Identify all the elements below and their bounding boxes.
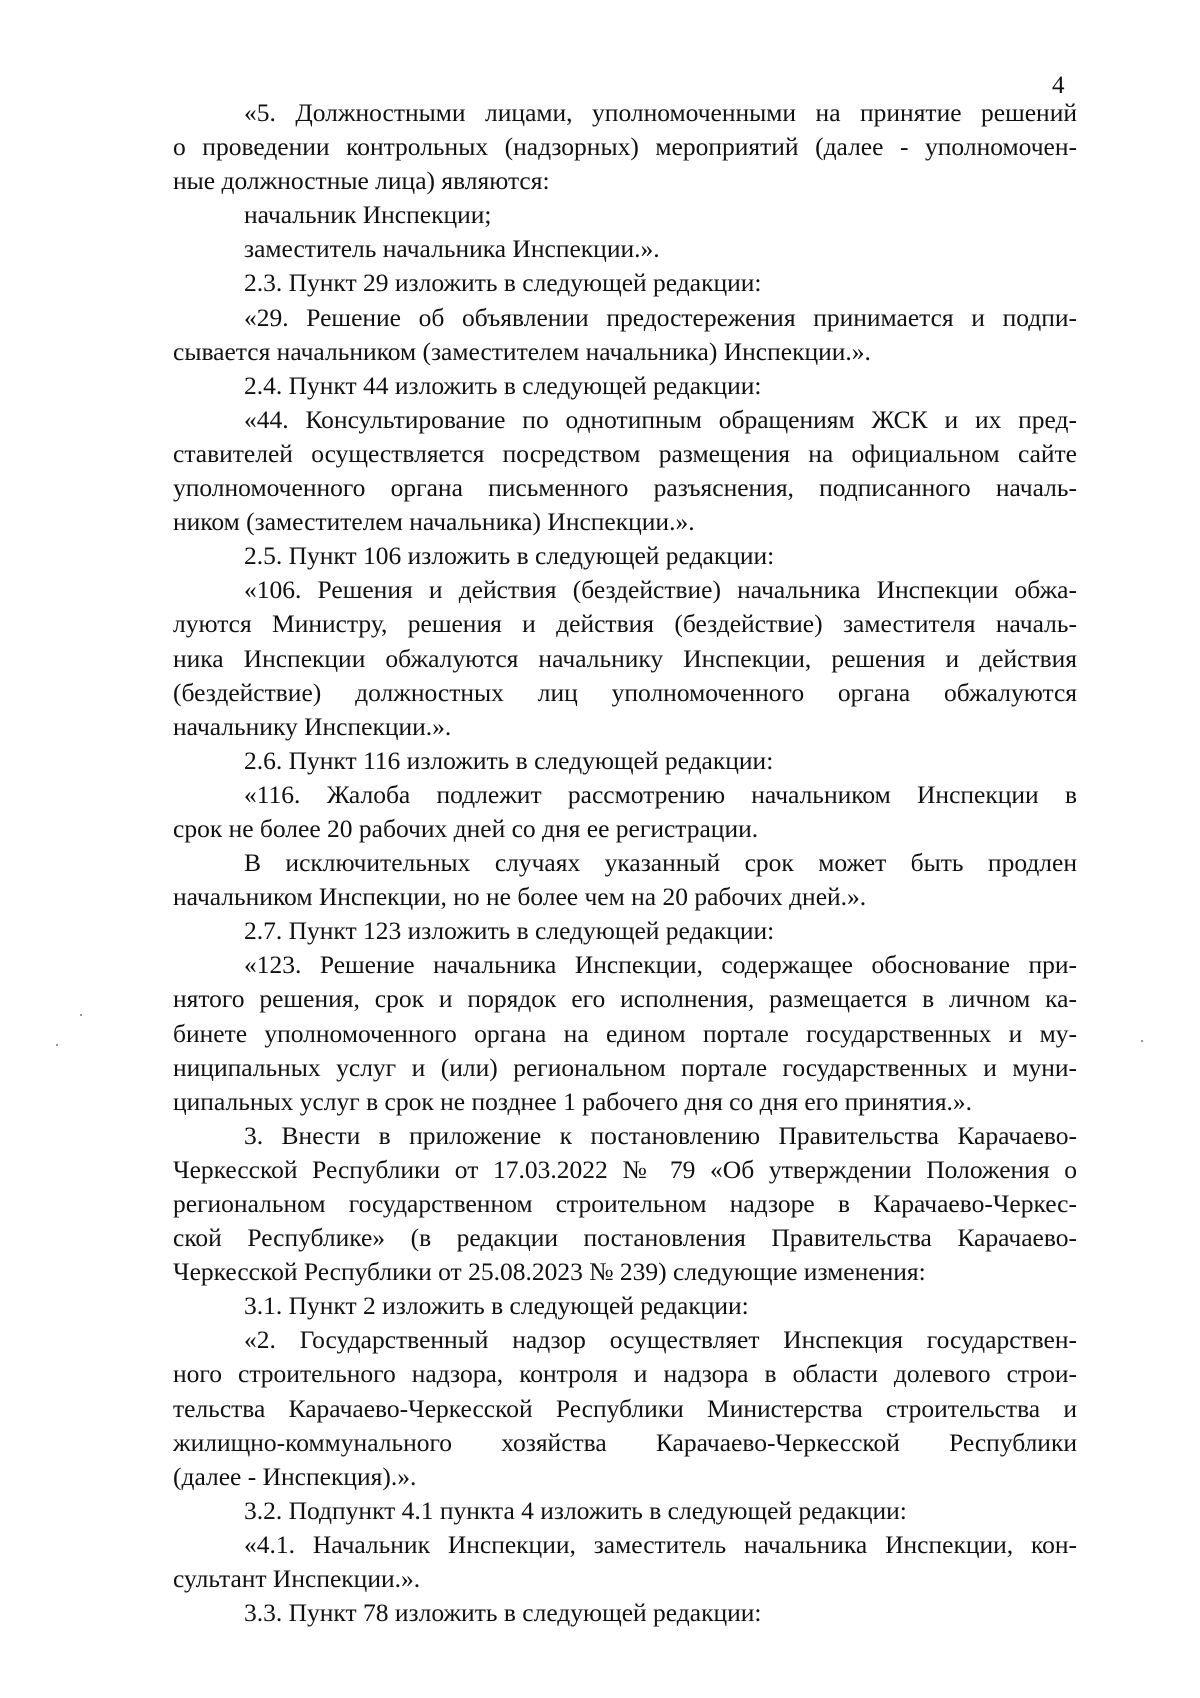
text-line: 2.7. Пункт 123 изложить в следующей редакции:: [244, 916, 775, 946]
text-line: ного строительного надзора, контроля и надзора в области долевого строи-: [173, 1359, 1077, 1389]
text-line: ской Республике» (в редакции постановления Правительства Карачаево-: [173, 1223, 1077, 1253]
text-line: жилищно-коммунального хозяйства Карачаево-Черкесской Республики: [173, 1427, 1077, 1457]
text-line: 3.3. Пункт 78 изложить в следующей редакции:: [244, 1598, 762, 1628]
text-line: Черкесской Республики от 17.03.2022 № 79 «Об утверждении Положения о: [173, 1154, 1077, 1184]
text-line: бинете уполномоченного органа на едином портале государственных и му-: [173, 1018, 1077, 1048]
text-line: начальником Инспекции, но не более чем на 20 рабочих дней.».: [173, 882, 867, 912]
text-line: 3.1. Пункт 2 изложить в следующей редакции:: [244, 1291, 749, 1321]
text-line: Черкесской Республики от 25.08.2023 № 239) следующие изменения:: [173, 1257, 926, 1287]
text-line: (бездействие) должностных лиц уполномоченного органа обжалуются: [173, 677, 1077, 707]
text-line: сывается начальником (заместителем начальника) Инспекции.».: [173, 336, 871, 366]
text-line: 2.4. Пункт 44 изложить в следующей редакции:: [244, 370, 762, 400]
text-line: 3.2. Подпункт 4.1 пункта 4 изложить в следующей редакции:: [244, 1495, 907, 1525]
text-line: «2. Государственный надзор осуществляет Инспекция государствен-: [244, 1325, 1077, 1355]
text-line: «29. Решение об объявлении предостережения принимается и подпи-: [244, 302, 1077, 332]
document-body: [173, 96, 1077, 1630]
text-line: ника Инспекции обжалуются начальнику Инспекции, решения и действия: [173, 643, 1077, 673]
text-line: «116. Жалоба подлежит рассмотрению начальником Инспекции в: [244, 779, 1077, 809]
text-line: срок не более 20 рабочих дней со дня ее регистрации.: [173, 813, 759, 843]
text-line: нятого решения, срок и порядок его исполнения, размещается в личном ка-: [173, 984, 1077, 1014]
text-line: тельства Карачаево-Черкесской Республики Министерства строительства и: [173, 1393, 1077, 1423]
text-line: ные должностные лица) являются:: [173, 166, 550, 196]
text-line: 2.5. Пункт 106 изложить в следующей редакции:: [244, 541, 775, 571]
text-line: сультант Инспекции.».: [173, 1564, 421, 1594]
text-line: «44. Консультирование по однотипным обращениям ЖСК и их пред-: [244, 404, 1077, 434]
text-line: заместитель начальника Инспекции.».: [244, 234, 660, 264]
text-line: 2.3. Пункт 29 изложить в следующей редакции:: [244, 268, 762, 298]
text-line: начальнику Инспекции.».: [173, 711, 452, 741]
text-line: ником (заместителем начальника) Инспекции.».: [173, 507, 695, 537]
text-line: уполномоченного органа письменного разъяснения, подписанного началь-: [173, 473, 1077, 503]
text-line: региональном государственном строительном надзоре в Карачаево-Черкес-: [173, 1189, 1077, 1218]
scan-speck: [80, 1014, 82, 1016]
text-line: ниципальных услуг и (или) региональном портале государственных и муни-: [173, 1052, 1077, 1082]
text-line: В исключительных случаях указанный срок может быть продлен: [244, 848, 1077, 878]
text-line: «106. Решения и действия (бездействие) начальника Инспекции обжа-: [244, 575, 1077, 605]
text-line: 3. Внести в приложение к постановлению Правительства Карачаево-: [244, 1120, 1077, 1150]
text-line: ципальных услуг в срок не позднее 1 рабочего дня со дня его принятия.».: [173, 1086, 973, 1116]
page-number: 4: [1052, 72, 1065, 99]
text-line: «5. Должностными лицами, уполномоченными на принятие решений: [244, 98, 1077, 127]
scan-speck: [1141, 1040, 1143, 1042]
text-line: луются Министру, решения и действия (бездействие) заместителя началь-: [173, 609, 1077, 639]
text-line: о проведении контрольных (надзорных) мероприятий (далее - уполномочен-: [173, 132, 1077, 162]
text-line: 2.6. Пункт 116 изложить в следующей редакции:: [244, 745, 774, 775]
text-line: ставителей осуществляется посредством размещения на официальном сайте: [173, 438, 1077, 468]
text-line: начальник Инспекции;: [244, 200, 492, 230]
text-line: «123. Решение начальника Инспекции, содержащее обоснование при-: [244, 950, 1077, 980]
scan-speck: [56, 1044, 58, 1046]
text-line: «4.1. Начальник Инспекции, заместитель начальника Инспекции, кон-: [244, 1529, 1077, 1559]
text-line: (далее - Инспекция).».: [173, 1461, 417, 1491]
